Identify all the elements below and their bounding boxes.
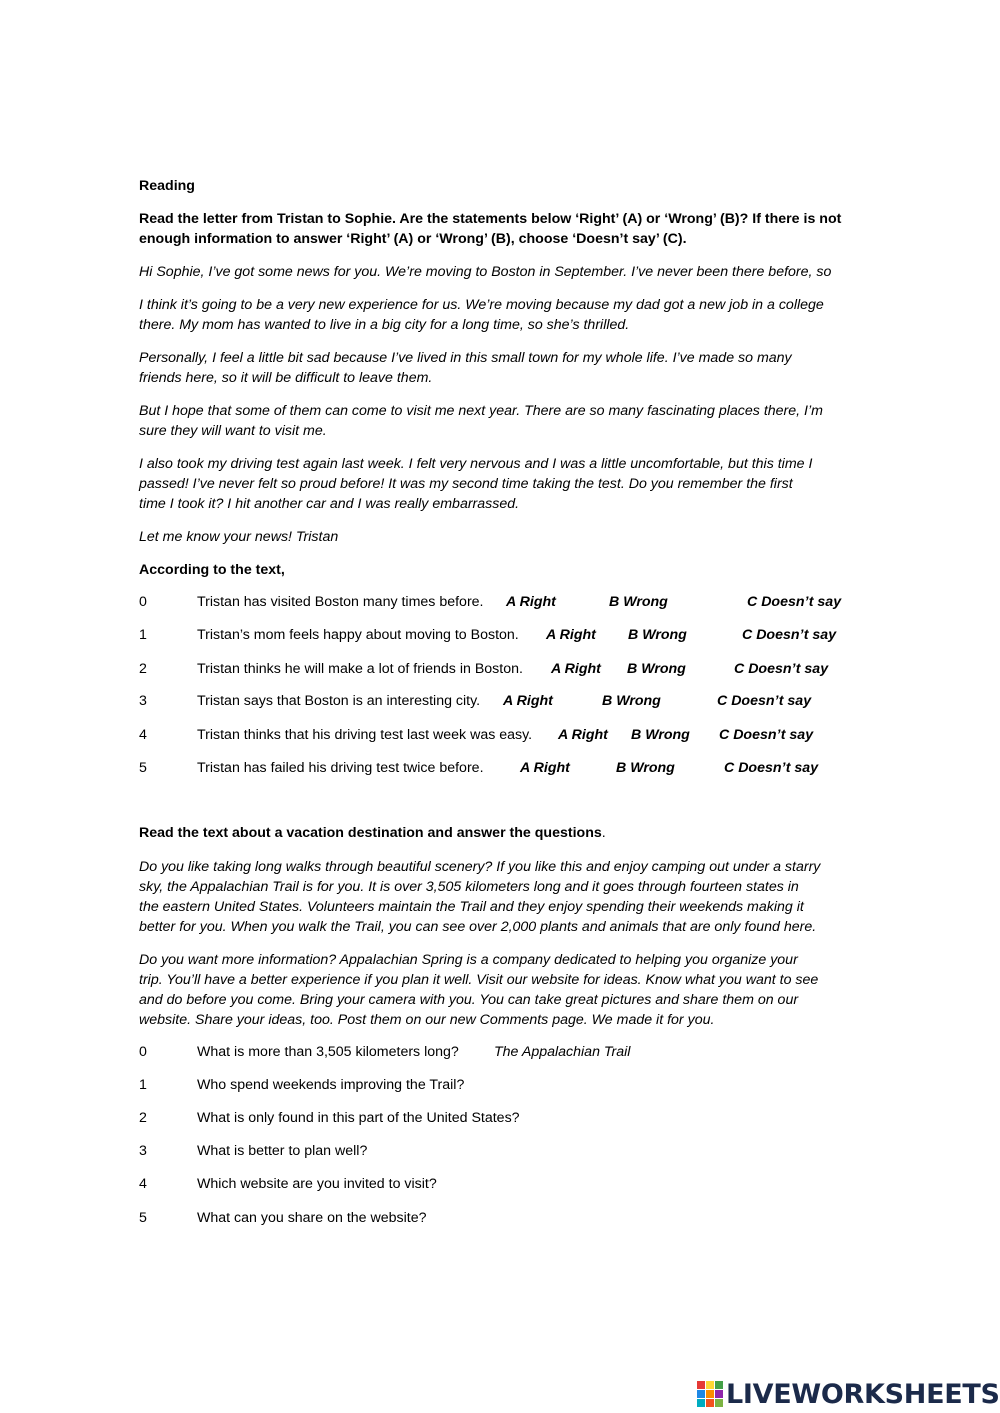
text-paragraph-1-line-2: sky, the Appalachian Trail is for you. It is over 3,505 kilometers long and it goes through fourteen states in [139,879,799,895]
option-c-doesnt-say[interactable]: C Doesn’t say [742,627,837,643]
option-a-right[interactable]: A Right [520,760,570,776]
option-b-wrong[interactable]: B Wrong [628,627,687,643]
statement-number: 5 [139,760,147,776]
statement-text: Tristan’s mom feels happy about moving to Boston. [197,627,519,643]
text-paragraph-2-line-4: website. Share your ideas, too. Post them on our new Comments page. We made it for you. [139,1012,715,1028]
question-text: What is only found in this part of the United States? [197,1110,520,1126]
logo-tile [697,1381,705,1389]
question-text: What is more than 3,505 kilometers long? [197,1044,459,1060]
logo-tile [715,1381,723,1389]
section-heading: Reading [139,178,195,194]
logo-tile [715,1399,723,1407]
question-number: 2 [139,1110,147,1126]
option-b-wrong[interactable]: B Wrong [616,760,675,776]
statement-number: 0 [139,594,147,610]
logo-mark-icon [697,1381,723,1407]
instructions-line-2: enough information to answer ‘Right’ (A) or ‘Wrong’ (B), choose ‘Doesn’t say’ (C). [139,231,687,247]
letter-paragraph-2-line-2: there. My mom has wanted to live in a big city for a long time, so she’s thrilled. [139,317,630,333]
instructions-line-1: Read the letter from Tristan to Sophie. Are the statements below ‘Right’ (A) or ‘Wrong’ (B)? If there is not [139,211,842,227]
letter-paragraph-5-line-1: I also took my driving test again last week. I felt very nervous and I was a little uncomfortable, but this time I [139,456,813,472]
section-2-title-text: Read the text about a vacation destination and answer the questions [139,825,602,841]
option-c-doesnt-say[interactable]: C Doesn’t say [734,661,829,677]
letter-paragraph-5-line-3: time I took it? I hit another car and I was really embarrassed. [139,496,520,512]
option-c-doesnt-say[interactable]: C Doesn’t say [719,727,814,743]
letter-paragraph-1: Hi Sophie, I’ve got some news for you. We’re moving to Boston in September. I’ve never been there before, so [139,264,832,280]
option-a-right[interactable]: A Right [546,627,596,643]
statement-text: Tristan has visited Boston many times before. [197,594,484,610]
statement-number: 1 [139,627,147,643]
logo-tile [715,1390,723,1398]
option-b-wrong[interactable]: B Wrong [627,661,686,677]
option-c-doesnt-say[interactable]: C Doesn’t say [724,760,819,776]
question-number: 4 [139,1176,147,1192]
question-text: Which website are you invited to visit? [197,1176,437,1192]
text-paragraph-1-line-1: Do you like taking long walks through beautiful scenery? If you like this and enjoy camping out under a starry [139,859,821,875]
letter-paragraph-6: Let me know your news! Tristan [139,529,339,545]
letter-paragraph-3-line-1: Personally, I feel a little bit sad because I’ve lived in this small town for my whole life. I’ve made so many [139,350,792,366]
letter-paragraph-4-line-2: sure they will want to visit me. [139,423,327,439]
logo-tile [697,1399,705,1407]
letter-paragraph-4-line-1: But I hope that some of them can come to visit me next year. There are so many fascinating places there, I’m [139,403,823,419]
question-number: 3 [139,1143,147,1159]
option-c-doesnt-say[interactable]: C Doesn’t say [717,693,812,709]
section-2-title [139,823,606,843]
letter-paragraph-5-line-2: passed! I’ve never felt so proud before! It was my second time taking the test. Do you remember the first [139,476,793,492]
letter-paragraph-2-line-1: I think it’s going to be a very new experience for us. We’re moving because my dad got a new job in a college [139,297,824,313]
text-paragraph-1-line-4: better for you. When you walk the Trail, you can see over 2,000 plants and animals that are only found here. [139,919,817,935]
text-paragraph-2-line-1: Do you want more information? Appalachian Spring is a company dedicated to helping you organize your [139,952,798,968]
statement-number: 2 [139,661,147,677]
statement-text: Tristan thinks that his driving test last week was easy. [197,727,533,743]
option-c-doesnt-say[interactable]: C Doesn’t say [747,594,842,610]
logo-tile [706,1390,714,1398]
option-a-right[interactable]: A Right [506,594,556,610]
statement-text: Tristan says that Boston is an interesting city. [197,693,481,709]
logo-text: LIVEWORKSHEETS [726,1378,1000,1410]
question-text: Who spend weekends improving the Trail? [197,1077,465,1093]
text-paragraph-1-line-3: the eastern United States. Volunteers maintain the Trail and they enjoy spending their weekends making it [139,899,804,915]
according-heading: According to the text, [139,562,285,578]
logo-tile [706,1381,714,1389]
option-b-wrong[interactable]: B Wrong [602,693,661,709]
statement-number: 4 [139,727,147,743]
statement-text: Tristan thinks he will make a lot of friends in Boston. [197,661,523,677]
letter-paragraph-3-line-2: friends here, so it will be difficult to leave them. [139,370,433,386]
option-a-right[interactable]: A Right [558,727,608,743]
text-paragraph-2-line-3: and do before you come. Bring your camera with you. You can take great pictures and share them on our [139,992,799,1008]
option-b-wrong[interactable]: B Wrong [631,727,690,743]
logo-tile [697,1390,705,1398]
question-number: 5 [139,1210,147,1226]
question-number: 1 [139,1077,147,1093]
text-paragraph-2-line-2: trip. You’ll have a better experience if you plan it well. Visit our website for ideas. Know what you want to see [139,972,819,988]
question-number: 0 [139,1044,147,1060]
statement-text: Tristan has failed his driving test twice before. [197,760,484,776]
answer-example: The Appalachian Trail [494,1044,631,1060]
option-a-right[interactable]: A Right [551,661,601,677]
option-a-right[interactable]: A Right [503,693,553,709]
question-text: What can you share on the website? [197,1210,427,1226]
logo-tile [706,1399,714,1407]
liveworksheets-logo [697,1379,1000,1409]
statement-number: 3 [139,693,147,709]
question-text: What is better to plan well? [197,1143,368,1159]
section-2-title-period: . [601,825,606,841]
option-b-wrong[interactable]: B Wrong [609,594,668,610]
